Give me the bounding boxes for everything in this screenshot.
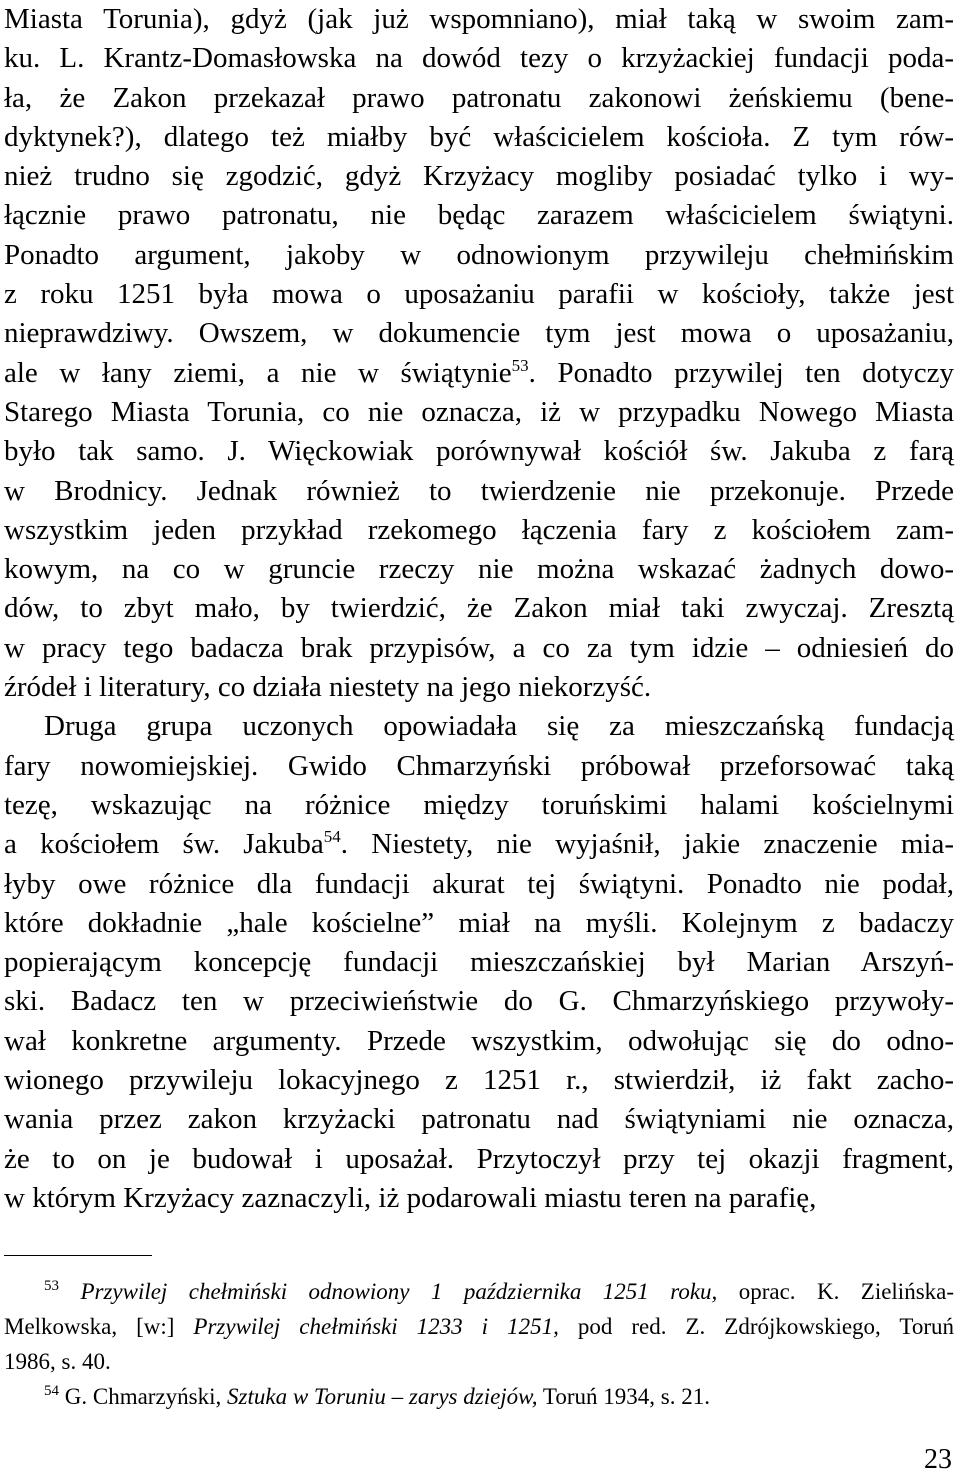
text-line: w pracy tego badacza brak przypisów, a co za tym idzie – odniesień do <box>4 631 954 664</box>
footnote-53-line-3: 1986, s. 40. <box>4 1349 111 1374</box>
main-text <box>4 0 954 1218</box>
text-line: wionego przywileju lokacyjnego z 1251 r., stwierdził, iż fakt zacho- <box>4 1064 954 1097</box>
text-line: w Brodnicy. Jednak również to twierdzenie nie przekonuje. Przede <box>4 474 954 507</box>
text-line: Druga grupa uczonych opowiadała się za mieszczańską fundacją <box>44 710 954 743</box>
text-line: Miasta Torunia), gdyż (jak już wspomniano), miał taką w swoim zam- <box>4 3 954 35</box>
text-line: że to on je budował i uposażał. Przytoczył przy tej okazji fragment, <box>4 1142 954 1175</box>
text-line: źródeł i literatury, co działa niestety na jego niekorzyść. <box>4 671 652 704</box>
footnote-54-title: Sztuka w Toruniu – zarys dziejów, <box>227 1384 538 1409</box>
text-line: w którym Krzyżacy zaznaczyli, iż podarowali miastu teren na parafię, <box>4 1181 817 1214</box>
text-line: tezę, wskazując na różnice między toruńskimi halami kościelnymi <box>4 788 954 821</box>
text-line: wszystkim jeden przykład rzekomego łączenia fary z kościołem zam- <box>4 513 954 546</box>
footnote-54-number: 54 <box>44 1383 59 1399</box>
footnote-ref: 54 <box>323 827 341 847</box>
text-line: łącznie prawo patronatu, nie będąc zarazem właścicielem świątyni. <box>4 199 954 232</box>
footnote-53-line-1: $^{53}$ Przywilej chełmiński odnowiony 1 października 1251 roku, oprac. K. Zielińska- <box>44 1278 955 1304</box>
text-line: ła, że Zakon przekazał prawo patronatu zakonowi żeńskiemu (bene- <box>4 81 954 114</box>
text-line: a kościołem św. Jakuba$^{54}$. Niestety, nie wyjaśnił, jakie znaczenie mia- <box>4 827 954 861</box>
text-line: wał konkretne argumenty. Przede wszystkim, odwołując się do odno- <box>4 1024 954 1057</box>
footnote-53-number: 53 <box>44 1278 59 1294</box>
text-line: dyktynek?), dlatego też miałby być właścicielem kościoła. Z tym rów- <box>4 120 954 153</box>
text-line: Ponadto argument, jakoby w odnowionym przywileju chełmińskim <box>4 238 954 271</box>
footnote-53-title: Przywilej chełmiński odnowiony 1 października 1251 roku, <box>80 1279 718 1304</box>
footnote-54: $^{54}$ G. Chmarzyński, Sztuka w Toruniu – zarys dziejów, Toruń 1934, s. 21. <box>44 1383 710 1409</box>
text-line: które dokładnie „hale kościelne” miał na myśli. Kolejnym z badaczy <box>4 906 954 939</box>
text-line: nież trudno się zgodzić, gdyż Krzyżacy mogliby posiadać tylko i wy- <box>4 160 954 193</box>
text-line: dów, to zbyt mało, by twierdzić, że Zakon miał taki zwyczaj. Zresztą <box>4 592 954 625</box>
footnote-53-title-2: Przywilej chełmiński 1233 i 1251, <box>193 1314 559 1339</box>
text-line: Starego Miasta Torunia, co nie oznacza, iż w przypadku Nowego Miasta <box>4 395 954 428</box>
page-number: 23 <box>924 1444 952 1475</box>
text-line: kowym, na co w gruncie rzeczy nie można wskazać żadnych dowo- <box>4 553 954 586</box>
footnote-ref: 53 <box>511 355 529 375</box>
footnote-53-line-2: Melkowska, [w:] Przywilej chełmiński 1233 i 1251, pod red. Z. Zdrójkowskiego, Toruń <box>4 1314 954 1339</box>
text-line: z roku 1251 była mowa o uposażaniu parafii w kościoły, także jest <box>4 278 954 311</box>
text-line: ku. L. Krantz-Domasłowska na dowód tezy o krzyżackiej fundacji poda- <box>4 42 954 75</box>
text-line: wania przez zakon krzyżacki patronatu nad świątyniami nie oznacza, <box>4 1103 954 1136</box>
text-line: łyby owe różnice dla fundacji akurat tej świątyni. Ponadto nie podał, <box>4 867 954 900</box>
text-line: ale w łany ziemi, a nie w świątynie$^{53}$. Ponadto przywilej ten dotyczy <box>4 355 954 389</box>
text-line: nieprawdziwy. Owszem, w dokumencie tym jest mowa o uposażaniu, <box>4 317 954 350</box>
footnotes <box>4 1274 954 1414</box>
text-line: ski. Badacz ten w przeciwieństwie do G. Chmarzyńskiego przywoły- <box>4 985 954 1018</box>
text-line: fary nowomiejskiej. Gwido Chmarzyński próbował przeforsować taką <box>4 749 954 782</box>
text-line: popierającym koncepcję fundacji mieszczańskiej był Marian Arszyń- <box>4 946 954 979</box>
footnote-separator <box>4 1255 152 1256</box>
text-line: było tak samo. J. Więckowiak porównywał kościół św. Jakuba z farą <box>4 435 954 468</box>
